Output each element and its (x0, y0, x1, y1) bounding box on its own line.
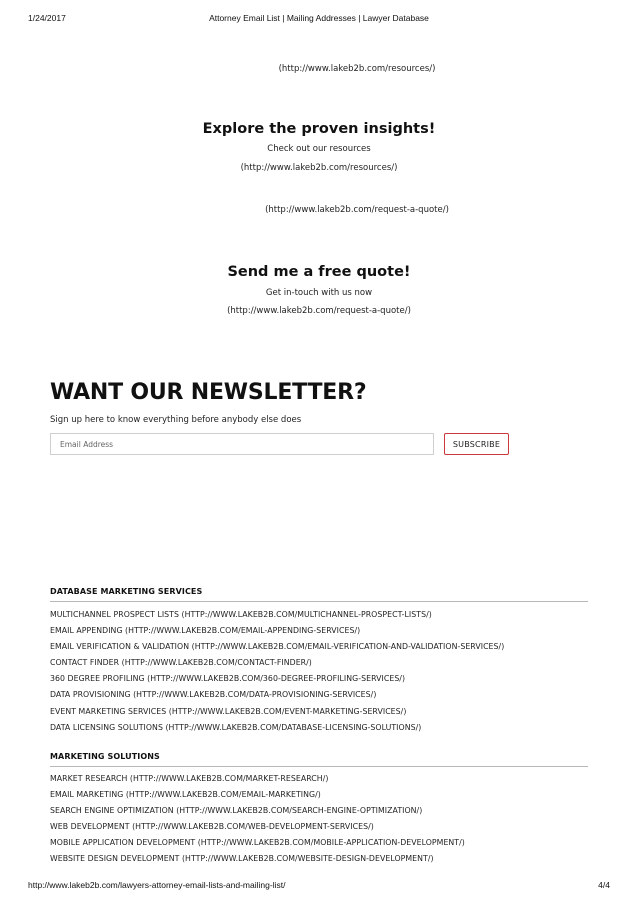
newsletter-title: WANT OUR NEWSLETTER? (50, 380, 367, 405)
quote-subtext: Get in-touch with us now (265, 288, 373, 298)
service-link[interactable]: EMAIL VERIFICATION & VALIDATION (HTTP://WWW.LAKEB2B.COM/EMAIL-VERIFICATION-AND-VALIDATION-SERVICES/) (50, 642, 505, 652)
insights-subtext: Check out our resources (267, 144, 371, 154)
section-divider (50, 601, 588, 602)
print-footer (28, 880, 610, 894)
service-link[interactable]: EMAIL APPENDING (HTTP://WWW.LAKEB2B.COM/EMAIL-APPENDING-SERVICES/) (50, 626, 361, 636)
subscribe-button[interactable]: SUBSCRIBE (444, 433, 509, 455)
marketing-solutions-title: MARKETING SOLUTIONS (50, 752, 160, 761)
newsletter-subtitle: Sign up here to know everything before anybody else does (50, 415, 302, 425)
service-link[interactable]: 360 DEGREE PROFILING (HTTP://WWW.LAKEB2B.COM/360-DEGREE-PROFILING-SERVICES/) (50, 674, 406, 684)
section-divider (50, 766, 588, 767)
print-url: http://www.lakeb2b.com/lawyers-attorney-email-lists-and-mailing-list/ (28, 880, 286, 890)
resources-link-top[interactable]: (http://www.lakeb2b.com/resources/) (278, 64, 436, 74)
database-marketing-list (50, 607, 504, 736)
service-link[interactable]: EMAIL MARKETING (HTTP://WWW.LAKEB2B.COM/EMAIL-MARKETING/) (50, 790, 321, 800)
quote-request-link[interactable]: (http://www.lakeb2b.com/request-a-quote/) (227, 306, 411, 316)
email-address-input[interactable] (50, 433, 434, 455)
insights-heading: Explore the proven insights! (202, 121, 436, 137)
service-link[interactable]: SEARCH ENGINE OPTIMIZATION (HTTP://WWW.LAKEB2B.COM/SEARCH-ENGINE-OPTIMIZATION/) (50, 806, 423, 816)
service-link[interactable]: MARKET RESEARCH (HTTP://WWW.LAKEB2B.COM/MARKET-RESEARCH/) (50, 774, 329, 783)
service-link[interactable]: DATA LICENSING SOLUTIONS (HTTP://WWW.LAKEB2B.COM/DATABASE-LICENSING-SOLUTIONS/) (50, 722, 422, 732)
service-link[interactable]: CONTACT FINDER (HTTP://WWW.LAKEB2B.COM/CONTACT-FINDER/) (50, 658, 312, 668)
insights-resources-link[interactable]: (http://www.lakeb2b.com/resources/) (240, 163, 398, 173)
service-link[interactable]: MOBILE APPLICATION DEVELOPMENT (HTTP://WWW.LAKEB2B.COM/MOBILE-APPLICATION-DEVELOPMENT/) (50, 838, 465, 848)
print-date: 1/24/2017 (28, 13, 66, 23)
marketing-solutions-list (50, 771, 465, 868)
service-link[interactable]: WEB DEVELOPMENT (HTTP://WWW.LAKEB2B.COM/WEB-DEVELOPMENT-SERVICES/) (50, 822, 374, 832)
print-header (28, 13, 610, 27)
quote-link-top[interactable]: (http://www.lakeb2b.com/request-a-quote/) (265, 205, 449, 215)
service-link[interactable]: EVENT MARKETING SERVICES (HTTP://WWW.LAKEB2B.COM/EVENT-MARKETING-SERVICES/) (50, 706, 407, 716)
database-marketing-title: DATABASE MARKETING SERVICES (50, 587, 203, 596)
quote-heading: Send me a free quote! (227, 264, 411, 280)
print-page-title: Attorney Email List | Mailing Addresses | Lawyer Database (209, 13, 429, 23)
service-link[interactable]: MULTICHANNEL PROSPECT LISTS (HTTP://WWW.LAKEB2B.COM/MULTICHANNEL-PROSPECT-LISTS/) (50, 610, 432, 619)
service-link[interactable]: DATA PROVISIONING (HTTP://WWW.LAKEB2B.COM/DATA-PROVISIONING-SERVICES/) (50, 690, 377, 700)
service-link[interactable]: WEBSITE DESIGN DEVELOPMENT (HTTP://WWW.LAKEB2B.COM/WEBSITE-DESIGN-DEVELOPMENT/) (50, 854, 434, 864)
page-number: 4/4 (598, 880, 610, 890)
